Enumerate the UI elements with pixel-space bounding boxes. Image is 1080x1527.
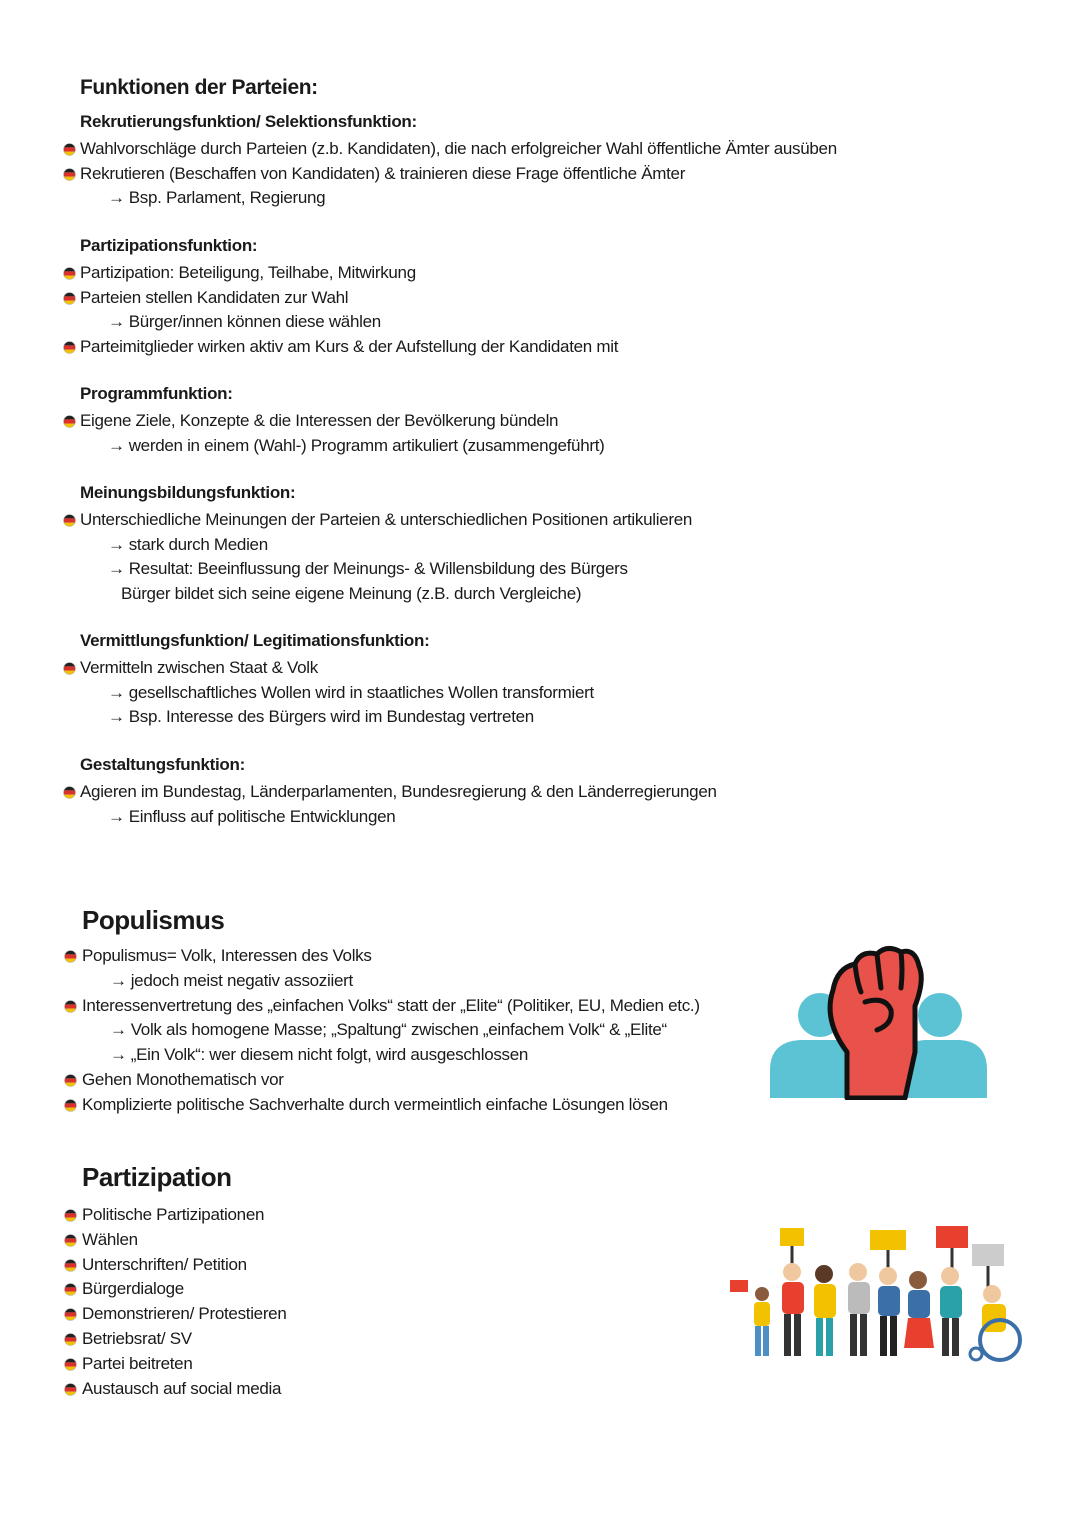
arrow-icon: → (110, 1045, 127, 1065)
protest-crowd-icon (728, 1222, 1033, 1364)
german-flag-bullet-icon (64, 1308, 77, 1321)
bullet-text: Populismus= Volk, Interessen des Volks (82, 946, 372, 965)
arrow-icon: → (110, 970, 127, 990)
plain-text: Bürger bildet sich seine eigene Meinung (z.B. durch Vergleiche) (121, 584, 582, 604)
bullet-text: Interessenvertretung des „einfachen Volks“ statt der „Elite“ (Politiker, EU, Medien etc.) (82, 995, 700, 1015)
german-flag-bullet-icon (63, 143, 76, 156)
german-flag-bullet-icon (64, 1283, 77, 1296)
arrow-text: Volk als homogene Masse; „Spaltung“ zwischen „einfachem Volk“ & „Elite“ (130, 1020, 667, 1040)
german-flag-bullet-icon (63, 292, 76, 305)
german-flag-bullet-icon (64, 1209, 77, 1222)
arrow-line (108, 186, 325, 210)
arrow-line (108, 705, 534, 729)
bullet-text: Eigene Ziele, Konzepte & die Interessen der Bevölkerung bündeln (80, 410, 559, 430)
arrow-line (108, 805, 395, 829)
german-flag-bullet-icon (63, 415, 76, 428)
arrow-text: Resultat: Beeinflussung der Meinungs- & Willensbildung des Bürgers (128, 559, 628, 579)
section-heading: Gestaltungsfunktion: (80, 755, 245, 774)
arrow-line (110, 1018, 667, 1042)
german-flag-bullet-icon (64, 1333, 77, 1346)
german-flag-bullet-icon (63, 514, 76, 527)
arrow-line (108, 310, 381, 334)
bullet-text: Gehen Monothematisch vor (82, 1070, 284, 1089)
section-heading: Meinungsbildungsfunktion: (80, 483, 296, 502)
bullet-text: Partei beitreten (82, 1353, 193, 1373)
arrow-icon: → (108, 534, 125, 554)
section-heading: Partizipationsfunktion: (80, 236, 258, 255)
german-flag-bullet-icon (63, 786, 76, 799)
german-flag-bullet-icon (64, 1000, 77, 1013)
german-flag-bullet-icon (63, 662, 76, 675)
arrow-line (108, 533, 268, 557)
bullet-text: Unterschiedliche Meinungen der Parteien & unterschiedlichen Positionen artikulieren (80, 509, 693, 529)
bullet-text: Parteien stellen Kandidaten zur Wahl (80, 287, 349, 307)
arrow-icon: → (108, 559, 125, 579)
bullet-text: Wählen (82, 1229, 138, 1249)
german-flag-bullet-icon (64, 1234, 77, 1247)
german-flag-bullet-icon (64, 1259, 77, 1272)
partizipation-heading: Partizipation (82, 1162, 232, 1192)
bullet-text: Wahlvorschläge durch Parteien (z.b. Kandidaten), die nach erfolgreicher Wahl öffentliche Ämter ausüben (80, 138, 837, 158)
arrow-icon: → (108, 188, 125, 208)
arrow-line (108, 681, 594, 705)
bullet-text: Parteimitglieder wirken aktiv am Kurs & der Aufstellung der Kandidaten mit (80, 337, 619, 357)
arrow-line (108, 434, 605, 458)
bullet-text: Betriebsrat/ SV (82, 1329, 192, 1348)
arrow-text: „Ein Volk“: wer diesem nicht folgt, wird ausgeschlossen (130, 1045, 529, 1065)
arrow-icon: → (108, 312, 125, 332)
german-flag-bullet-icon (63, 267, 76, 280)
arrow-text: werden in einem (Wahl-) Programm artikuliert (zusammengeführt) (128, 435, 605, 455)
arrow-icon: → (108, 435, 125, 455)
arrow-text: Bsp. Interesse des Bürgers wird im Bundestag vertreten (128, 707, 534, 727)
bullet-text: Vermitteln zwischen Staat & Volk (80, 657, 318, 677)
section-heading: Programmfunktion: (80, 384, 233, 403)
bullet-text: Politische Partizipationen (82, 1205, 265, 1224)
arrow-line (110, 969, 353, 993)
german-flag-bullet-icon (64, 950, 77, 963)
bullet-text: Partizipation: Beteiligung, Teilhabe, Mitwirkung (80, 262, 416, 282)
bullet-text: Demonstrieren/ Protestieren (82, 1304, 287, 1324)
arrow-icon: → (108, 682, 125, 702)
arrow-text: gesellschaftliches Wollen wird in staatliches Wollen transformiert (128, 682, 594, 702)
arrow-text: Bsp. Parlament, Regierung (128, 188, 326, 208)
arrow-text: Bürger/innen können diese wählen (128, 312, 381, 332)
arrow-text: Einfluss auf politische Entwicklungen (128, 806, 396, 826)
german-flag-bullet-icon (63, 341, 76, 354)
bullet-text: Bürgerdialoge (82, 1279, 184, 1299)
german-flag-bullet-icon (64, 1383, 77, 1396)
german-flag-bullet-icon (64, 1099, 77, 1112)
bullet-text: Unterschriften/ Petition (82, 1254, 247, 1274)
section-heading: Vermittlungsfunktion/ Legitimationsfunktion: (80, 631, 430, 650)
arrow-icon: → (108, 806, 125, 826)
raised-fist-icon (765, 940, 990, 1100)
arrow-text: stark durch Medien (128, 534, 268, 554)
arrow-line (108, 557, 628, 581)
arrow-line (110, 1043, 528, 1067)
german-flag-bullet-icon (64, 1074, 77, 1087)
german-flag-bullet-icon (63, 168, 76, 181)
bullet-text: Rekrutieren (Beschaffen von Kandidaten) & trainieren diese Frage öffentliche Ämter (80, 163, 686, 183)
bullet-text: Komplizierte politische Sachverhalte durch vermeintlich einfache Lösungen lösen (82, 1094, 668, 1114)
populismus-heading: Populismus (82, 905, 225, 935)
arrow-icon: → (110, 1020, 127, 1040)
bullet-text: Austausch auf social media (82, 1378, 282, 1398)
german-flag-bullet-icon (64, 1358, 77, 1371)
arrow-text: jedoch meist negativ assoziiert (130, 970, 353, 990)
arrow-icon: → (108, 707, 125, 727)
page-title: Funktionen der Parteien: (80, 76, 318, 99)
bullet-text: Agieren im Bundestag, Länderparlamenten, Bundesregierung & den Länderregierungen (80, 781, 717, 801)
section-heading: Rekrutierungsfunktion/ Selektionsfunktion: (80, 112, 417, 131)
